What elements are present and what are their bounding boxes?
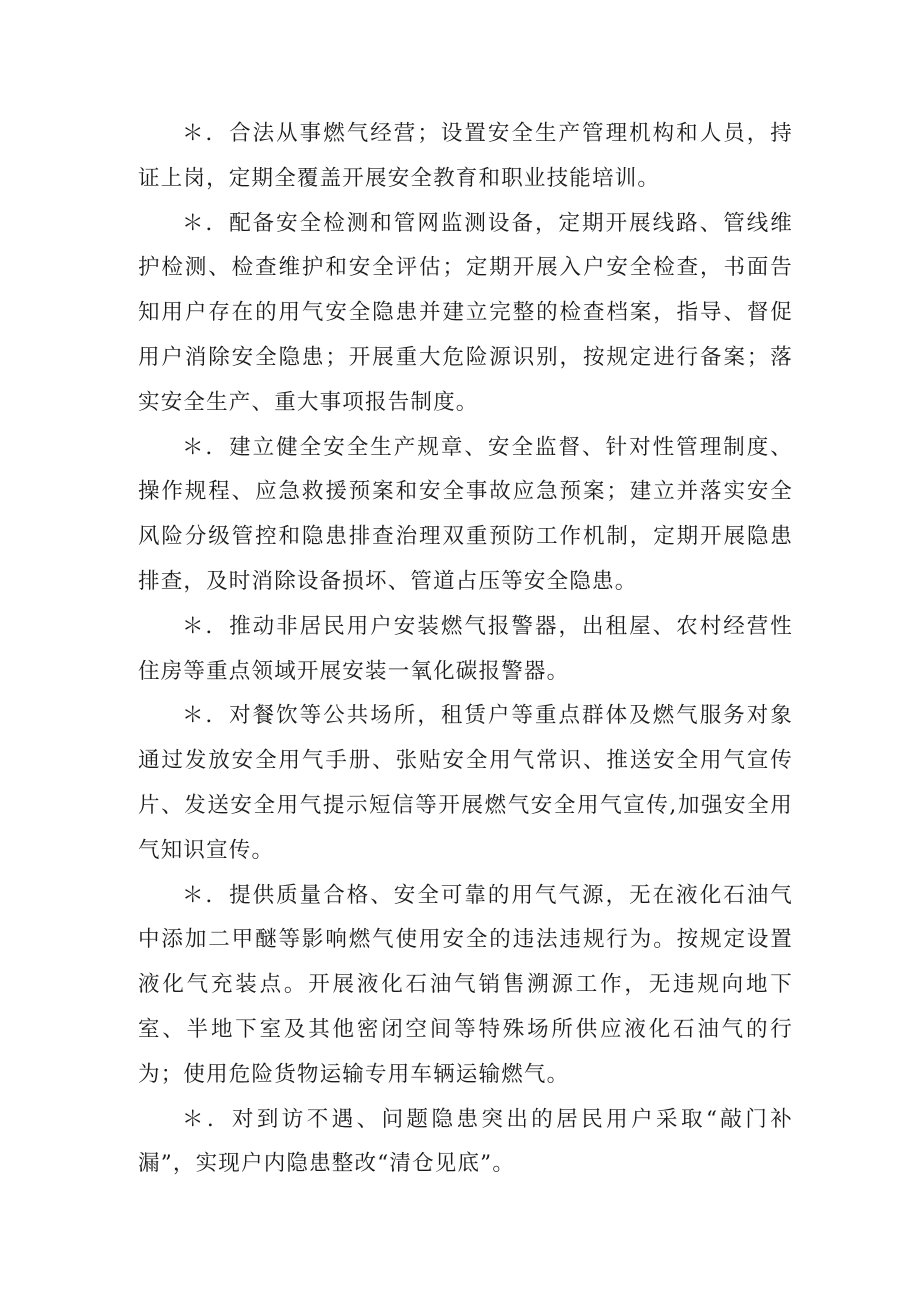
paragraph-2: ＊．配备安全检测和管网监测设备，定期开展线路、管线维护检测、检查维护和安全评估；定期开展入户安全检查，书面告知用户存在的用气安全隐患并建立完整的检查档案，指导、督促用户消除安全隐患；开展重大危险源识别，按规定进行备案；落实安全生产、重大事项报告制度。: [138, 210, 793, 415]
paragraph-1: ＊．合法从事燃气经营；设置安全生产管理机构和人员，持证上岗，定期全覆盖开展安全教育和职业技能培训。: [138, 121, 793, 191]
document-body: [138, 112, 793, 1187]
paragraph-3: ＊．建立健全安全生产规章、安全监督、针对性管理制度、操作规程、应急救援预案和安全事故应急预案；建立并落实安全风险分级管控和隐患排查治理双重预防工作机制，定期开展隐患排查，及时消除设备损坏、管道占压等安全隐患。: [138, 434, 793, 594]
paragraph-7: ＊．对到访不遇、问题隐患突出的居民用户采取“敲门补漏”，实现户内隐患整改“清仓见底”。: [138, 1106, 793, 1177]
paragraph-4: ＊．推动非居民用户安装燃气报警器，出租屋、农村经营性住房等重点领域开展安装一氧化碳报警器。: [138, 613, 793, 684]
paragraph-6: ＊．提供质量合格、安全可靠的用气气源，无在液化石油气中添加二甲醚等影响燃气使用安全的违法违规行为。按规定设置液化气充装点。开展液化石油气销售溯源工作，无违规向地下室、半地下室及其他密闭空间等特殊场所供应液化石油气的行为；使用危险货物运输专用车辆运输燃气。: [138, 882, 793, 1087]
paragraph-5: ＊．对餐饮等公共场所，租赁户等重点群体及燃气服务对象通过发放安全用气手册、张贴安全用气常识、推送安全用气宣传片、发送安全用气提示短信等开展燃气安全用气宣传,加强安全用气知识宣传。: [138, 703, 793, 863]
